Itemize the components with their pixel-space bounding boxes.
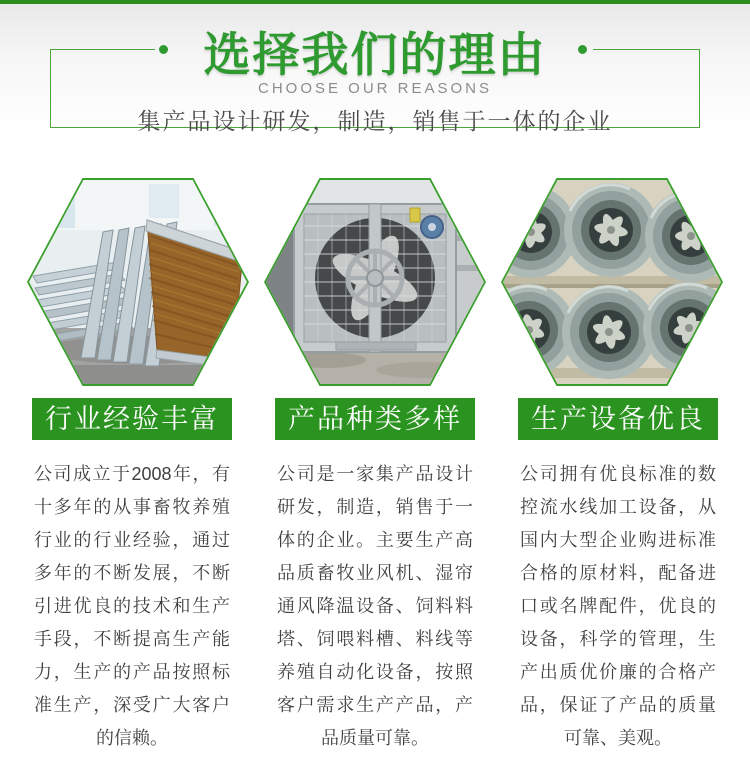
feature-banner-row [0, 398, 750, 440]
product-photo-row [0, 178, 750, 386]
header-frame [50, 28, 700, 134]
column-production-equipment [518, 458, 718, 755]
paragraph-production-equipment: 公司拥有优良标准的数控流水线加工设备，从国内大型企业购进标准合格的原材料，配备进口或名牌配件，优良的设备，科学的管理，生产出质优价廉的合格产品，保证了产品的质量可靠、美观。 [520, 464, 716, 748]
banner-production-equipment: 生产设备优良 [518, 398, 718, 440]
cone-fans-illustration [503, 180, 721, 384]
subtitle-english: CHOOSE OUR REASONS [257, 80, 493, 97]
cone-fans-photo [501, 178, 723, 386]
banner-industry-experience: 行业经验丰富 [32, 398, 232, 440]
column-product-variety [275, 458, 475, 755]
column-industry-experience [32, 458, 232, 755]
cooling-pads-photo [27, 178, 249, 386]
banner-product-variety: 产品种类多样 [275, 398, 475, 440]
subtitle-chinese: 集产品设计研发，制造，销售于一体的企业 [137, 108, 613, 134]
page-title: 选择我们的理由 [203, 28, 547, 81]
paragraph-product-variety: 公司是一家集产品设计研发，制造，销售于一体的企业。主要生产高品质畜牧业风机、湿帘通风降温设备、饲料料塔、饲喂料槽、料线等养殖自动化设备，按照客户需求生产产品，产品质量可靠。 [277, 464, 473, 748]
box-exhaust-fan-photo [264, 178, 486, 386]
feature-text-row [0, 458, 750, 755]
paragraph-industry-experience: 公司成立于2008年，有十多年的从事畜牧养殖行业的行业经验，通过多年的不断发展，不断引进优良的技术和生产手段，不断提高生产能力，生产的产品按照标准生产，深受广大客户的信赖。 [34, 464, 230, 748]
box-fan-illustration [266, 180, 484, 384]
cooling-pads-illustration [29, 180, 247, 384]
